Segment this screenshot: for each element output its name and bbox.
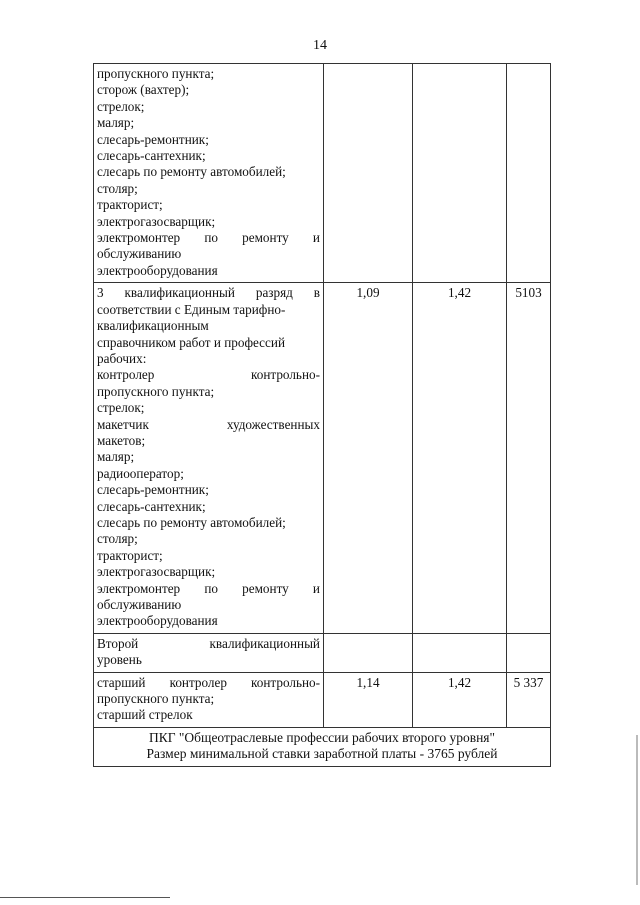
salary-cell: 5103 [507, 283, 551, 634]
multiplier-cell: 1,42 [413, 672, 507, 727]
profession-cell [94, 672, 324, 727]
profession-cell [94, 633, 324, 672]
profession-line: сторож (вахтер); [97, 82, 190, 98]
profession-line: тракторист; [97, 197, 163, 213]
profession-line: электрооборудования [97, 613, 218, 629]
profession-line: электромонтер по ремонту и [97, 580, 320, 596]
profession-line: квалификационным [97, 318, 209, 334]
profession-line: стрелок; [97, 98, 145, 114]
coefficient-cell: 1,14 [324, 672, 413, 727]
profession-line: справочником работ и профессий [97, 334, 285, 350]
multiplier-cell: 1,42 [413, 283, 507, 634]
profession-line: тракторист; [97, 547, 163, 563]
page-number: 14 [313, 38, 327, 53]
profession-line: слесарь-ремонтник; [97, 482, 209, 498]
profession-line: пропускного пункта; [97, 66, 215, 81]
multiplier-cell [413, 633, 507, 672]
profession-line: электрооборудования [97, 262, 218, 278]
profession-line: пропускного пункта; [97, 383, 215, 399]
profession-line: электрогазосварщик; [97, 564, 216, 580]
table-row [94, 672, 551, 727]
salary-cell: 5 337 [507, 672, 551, 727]
profession-line: слесарь-ремонтник; [97, 131, 209, 147]
profession-line: слесарь-сантехник; [97, 148, 206, 164]
profession-line: старший стрелок [97, 707, 193, 723]
profession-line: макетов; [97, 432, 146, 448]
profession-cell [94, 283, 324, 634]
profession-line: слесарь-сантехник; [97, 498, 206, 514]
salary-cell [507, 633, 551, 672]
salary-table-body [94, 64, 551, 767]
profession-line: радиооператор; [97, 465, 184, 481]
profession-line: обслуживанию [97, 246, 182, 262]
multiplier-cell [413, 64, 507, 283]
coefficient-cell: 1,09 [324, 283, 413, 634]
profession-line: рабочих: [97, 350, 147, 366]
profession-line: Второй квалификационный [97, 635, 320, 651]
coefficient-cell [324, 633, 413, 672]
profession-line: столяр; [97, 531, 138, 547]
bottom-divider [0, 897, 170, 898]
profession-line: пропускного пункта; [97, 691, 215, 707]
profession-line: столяр; [97, 180, 138, 196]
pkg-row [94, 727, 551, 766]
profession-line: 3 квалификационный разряд в [97, 285, 320, 301]
profession-line: маляр; [97, 115, 135, 131]
pkg-subtitle: Размер минимальной ставки заработной платы - 3765 рублей [146, 746, 498, 762]
profession-line: маляр; [97, 449, 135, 465]
profession-line: стрелок; [97, 400, 145, 416]
pkg-title: ПКГ "Общеотраслевые профессии рабочих второго уровня" [148, 729, 496, 745]
profession-line: старший контролер контрольно- [97, 674, 320, 690]
scan-edge-mark [636, 735, 638, 885]
table-row [94, 64, 551, 283]
profession-line: слесарь по ремонту автомобилей; [97, 164, 286, 180]
profession-line: электрогазосварщик; [97, 213, 216, 229]
table-row [94, 633, 551, 672]
profession-line: макетчик художественных [97, 416, 320, 432]
salary-cell [507, 64, 551, 283]
salary-table [93, 63, 551, 767]
profession-line: соответствии с Единым тарифно- [97, 301, 286, 317]
table-row [94, 283, 551, 634]
profession-line: контролер контрольно- [97, 367, 320, 383]
profession-cell [94, 64, 324, 283]
coefficient-cell [324, 64, 413, 283]
pkg-cell [94, 727, 551, 766]
profession-line: обслуживанию [97, 597, 182, 612]
profession-line: электромонтер по ремонту и [97, 230, 320, 246]
profession-line: уровень [97, 652, 142, 668]
profession-line: слесарь по ремонту автомобилей; [97, 514, 286, 530]
